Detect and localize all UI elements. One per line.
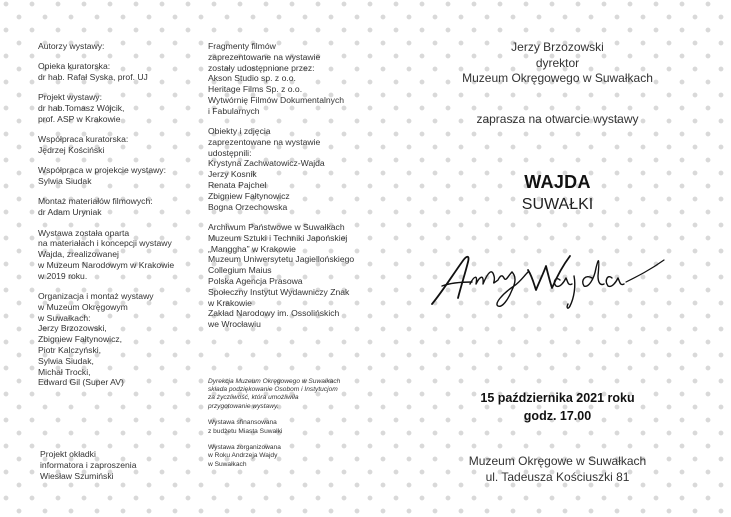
objects-lenders-credit: Obiekty i zdjęcia zaprezentowane na wystawie udostępnili: Krystyna Zachwatowicz-Wajda Jerzy Kosnik Renata Pajchel Zbigniew Fałtynowicz Bogna Orzechowska (208, 126, 325, 212)
curator-credit: Opieka kuratorska: dr hab. Rafał Syska, prof. UJ (38, 61, 148, 83)
exhibition-subtitle: SUWAŁKI (521, 196, 594, 213)
film-editing-credit: Montaż materiałów filmowych: dr Adam Uryniak (38, 196, 153, 218)
thanks-note: Dyrekcja Muzeum Okręgowego w Suwałkach składa podziękowanie Osobom i Instytucjom za życzliwość, która umożliwiła przygotowanie wystawy. (208, 378, 341, 410)
cover-design-credit-block (40, 449, 190, 491)
authors-heading: Autorzy wystawy: (38, 41, 105, 51)
cover-design-credit: Projekt okładki informatora i zaproszenia Wiesław Szumiński (40, 449, 137, 481)
acknowledgements-block (208, 378, 358, 477)
anniversary-note: Wystawa zorganizowana w Roku Andrzeja Wajdy w Suwałkach (208, 444, 281, 468)
institutions-list: Archiwum Państwowe w Suwałkach Muzeum Sztuki i Techniki Japońskiej „Manggha” w Krakowie Muzeum Uniwersytetu Jagiellońskiego Collegium Maius Polska Agencja Prasowa Społeczny Instytut Wydawniczy Znak w Krakowie Zakład Narodowy im. Ossolińskich we Wrocławiu (208, 221, 355, 330)
signature-image (428, 246, 668, 312)
host-name: Jerzy Brzozowski dyrektor Muzeum Okręgowego w Suwałkach (462, 40, 653, 85)
venue-address: Muzeum Okręgowe w Suwałkach ul. Tadeusza Kościuszki 81 (468, 454, 647, 484)
credits-column-left (38, 41, 188, 398)
event-date: 15 października 2021 roku (480, 391, 635, 405)
invite-text: zaprasza na otwarcie wystawy (476, 112, 639, 126)
exhibition-origin-note: Wystawa została oparta na materiałach i koncepcji wystawy Wajda, zrealizowanej w Muzeum Narodowym w Krakowie w 2019 roku. (38, 227, 175, 281)
design-credit: Projekt wystawy: dr hab.Tomasz Wójcik, prof. ASP w Krakowie (38, 92, 125, 124)
exhibition-title: WAJDA (524, 172, 591, 192)
film-sources-credit: Fragmenty filmów zaprezentowane na wystawie zostały udostępnione przez: Akson Studio sp. z o.o. Heritage Films Sp. z o.o. Wytwórnię Filmów Dokumentalnych i Fabularnych (208, 41, 345, 116)
design-cooperation-credit: Współpraca w projekcie wystawy: Sylwia Siudak (38, 165, 166, 187)
funding-note: Wystawa sfinansowana z budżetu Miasta Suwałki (208, 419, 283, 435)
co-curator-credit: Współpraca kuratorska: Jędrzej Kościński (38, 134, 129, 156)
organization-credit: Organizacja i montaż wystawy w Muzeum Okręgowym w Suwałkach: Jerzy Brzozowski, Zbigniew Fałtynowicz, Piotr Kalczyński, Sylwia Siudak, Michał Trocki, Edward Gil (Super AV) (38, 291, 154, 388)
event-time: godz. 17.00 (523, 409, 592, 423)
credits-column-middle (208, 41, 358, 339)
